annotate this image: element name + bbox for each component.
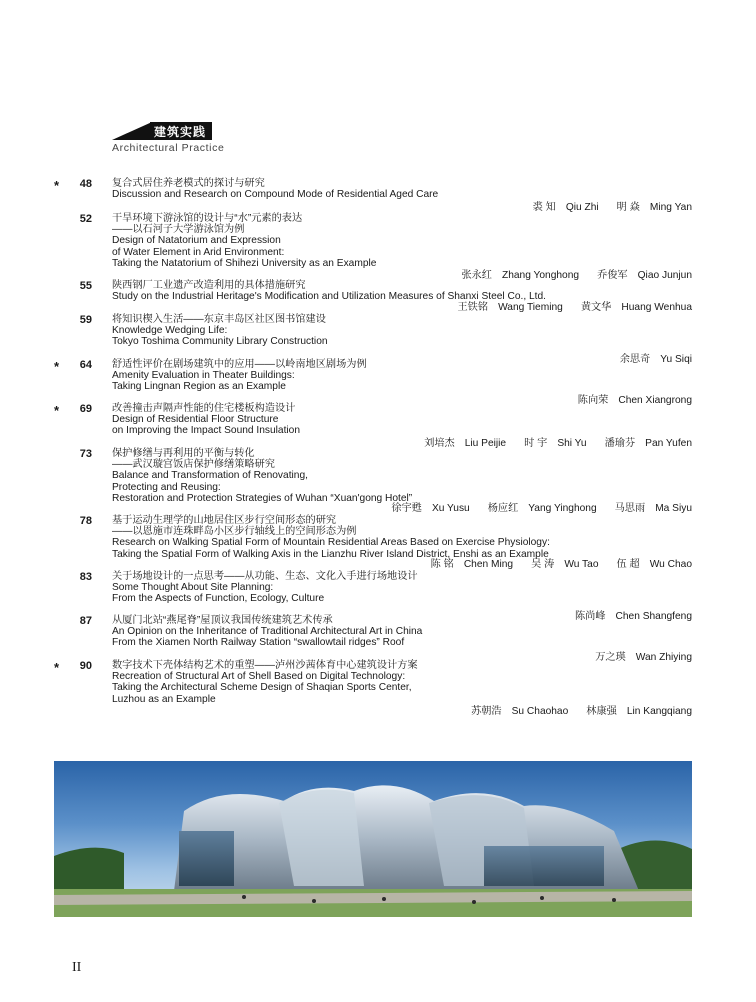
author-name-zh: 明 焱	[616, 201, 640, 213]
title-line: of Water Element in Arid Environment:	[112, 246, 285, 258]
title-line: Tokyo Toshima Community Library Construction	[112, 336, 328, 348]
title-line: Taking the Architectural Scheme Design of Shaqian Sports Center,	[112, 682, 412, 694]
title-line: on Improving the Impact Sound Insulation	[112, 425, 301, 437]
featured-star: *	[54, 359, 60, 374]
author-name-en: Liu Peijie	[464, 437, 507, 449]
author-name-en: Pan Yufen	[645, 437, 692, 449]
article-title	[112, 615, 702, 649]
author-name-zh: 刘培杰	[424, 437, 455, 449]
author-name-en: Shi Yu	[557, 437, 587, 449]
page-ref: 48	[79, 178, 92, 190]
title-line: Design of Residential Floor Structure	[112, 414, 279, 426]
author-name-en: Xu Yusu	[431, 502, 470, 514]
section-title-en: Architectural Practice	[112, 142, 225, 154]
title-line: From the Xiamen North Railway Station “swallowtail ridges” Roof	[112, 637, 405, 649]
title-line: Protecting and Reusing:	[112, 481, 221, 493]
stadium-illustration	[54, 761, 692, 917]
author-name-zh: 张永红	[461, 270, 492, 282]
title-line: Balance and Transformation of Renovating,	[112, 470, 308, 482]
title-line: Study on the Industrial Heritage's Modification and Utilization Measures of Shanxi Steel Co., Ltd.	[112, 291, 547, 303]
author-list	[533, 202, 692, 213]
featured-star: *	[54, 403, 60, 418]
title-line: Amenity Evaluation in Theater Buildings:	[112, 370, 295, 382]
author-name-zh: 陈向荣	[577, 394, 609, 406]
title-line: Research on Walking Spatial Form of Mountain Residential Areas Based on Exercise Physiology:	[112, 537, 550, 549]
title-line: 干旱环境下游泳馆的设计与“水”元素的表达	[112, 213, 303, 224]
title-line: Discussion and Research on Compound Mode of Residential Aged Care	[112, 189, 439, 201]
title-line: Taking the Spatial Form of Walking Axis in the Lianzhu River Island District, Enshi as an Example	[112, 548, 549, 560]
author-name-zh: 陈尚峰	[574, 611, 606, 623]
author-name-zh: 苏朝浩	[471, 705, 502, 717]
author-list	[471, 706, 692, 717]
title-line: 改善撞击声隔声性能的住宅楼板构造设计	[112, 403, 296, 414]
title-line: Taking the Natatorium of Shihezi University as an Example	[112, 257, 377, 269]
author-name-en: Chen Ming	[463, 558, 514, 570]
article-title	[112, 448, 702, 504]
article-title	[112, 280, 702, 302]
page-ref: 52	[79, 213, 92, 225]
author-name-zh: 乔俊军	[597, 270, 628, 282]
title-line: Restoration and Protection Strategies of Wuhan “Xuan'gong Hotel”	[112, 492, 413, 504]
author-name-en: Zhang Yonghong	[502, 270, 580, 282]
author-name-zh: 林康强	[586, 705, 617, 717]
author-name-en: Ma Siyu	[655, 502, 692, 514]
article-title	[112, 213, 702, 269]
author-name-en: Huang Wenhua	[621, 302, 692, 314]
author-name-zh: 伍 超	[616, 558, 640, 570]
title-line: Knowledge Wedging Life:	[112, 325, 228, 337]
title-line: 从厦门北站“燕尾脊”屋顶议我国传统建筑艺术传承	[112, 615, 333, 626]
title-line: Luzhou as an Example	[112, 693, 216, 705]
title-line: 陕西钢厂工业遗产改造利用的具体措施研究	[112, 280, 306, 291]
stadium-photo	[54, 761, 692, 917]
title-line: Some Thought About Site Planning:	[112, 582, 274, 594]
author-name-en: Su Chaohao	[511, 705, 569, 717]
author-name-en: Wu Chao	[649, 558, 692, 570]
header-triangle	[112, 122, 152, 140]
title-line: Taking Lingnan Region as an Example	[112, 381, 286, 393]
section-title-zh: 建筑实践	[154, 125, 207, 139]
author-name-zh: 马思雨	[614, 502, 646, 514]
page-ref: 59	[79, 314, 92, 326]
author-list	[391, 503, 692, 514]
title-line: 保护修缮与再利用的平衡与转化	[112, 448, 255, 459]
title-line: ——武汉璇宫饭店保护修缮策略研究	[112, 459, 275, 471]
author-list	[431, 559, 692, 570]
article-title	[112, 359, 702, 393]
author-name-zh: 万之瑛	[595, 651, 626, 663]
author-name-zh: 潘瑜芬	[604, 437, 636, 449]
author-name-zh: 时 宇	[524, 437, 548, 449]
page-ref: 87	[79, 615, 92, 627]
author-name-en: Chen Shangfeng	[615, 611, 692, 623]
author-name-en: Yu Siqi	[660, 354, 692, 366]
title-line: From the Aspects of Function, Ecology, Culture	[112, 593, 325, 605]
page-ref: 55	[79, 280, 92, 292]
page-ref: 69	[79, 403, 92, 415]
page-ref: 78	[79, 515, 92, 527]
title-line: 基于运动生理学的山地居住区步行空间形态的研究	[112, 515, 337, 526]
title-line: ——以恩施市连珠畔岛小区步行轴线上的空间形态为例	[112, 526, 357, 538]
page-number: II	[72, 960, 82, 975]
page-ref: 90	[79, 660, 92, 672]
article-title	[112, 403, 702, 437]
author-name-zh: 杨应红	[487, 502, 519, 514]
page-ref: 73	[79, 448, 92, 460]
author-name-en: Wu Tao	[564, 558, 599, 570]
title-line: 数字技术下壳体结构艺术的重塑——泸州沙茜体育中心建筑设计方案	[112, 660, 418, 671]
author-name-en: Chen Xiangrong	[618, 394, 692, 406]
author-list	[458, 302, 693, 313]
title-line: An Opinion on the Inheritance of Traditional Architectural Art in China	[112, 626, 423, 638]
featured-star: *	[54, 660, 60, 675]
title-line: Recreation of Structural Art of Shell Based on Digital Technology:	[112, 671, 406, 683]
article-title	[112, 515, 702, 560]
author-name-en: Qiu Zhi	[565, 201, 599, 213]
author-name-en: Wang Tieming	[498, 302, 563, 314]
author-name-zh: 王铁铭	[457, 302, 489, 314]
article-title	[112, 314, 702, 348]
title-line: Design of Natatorium and Expression	[112, 235, 281, 247]
article-title	[112, 571, 702, 605]
author-name-en: Ming Yan	[649, 201, 692, 213]
title-line: 将知识楔入生活——东京丰岛区社区图书馆建设	[112, 314, 326, 325]
article-title	[112, 178, 702, 200]
author-name-en: Qiao Junjun	[637, 270, 692, 282]
page-ref: 83	[79, 571, 92, 583]
author-name-zh: 陈 铭	[430, 558, 454, 570]
title-line: 关于场地设计的一点思考——从功能、生态、文化入手进行场地设计	[112, 571, 418, 582]
author-name-en: Yang Yinghong	[528, 502, 597, 514]
featured-star: *	[54, 178, 60, 193]
author-name-zh: 余思奇	[619, 354, 651, 366]
section-header	[112, 122, 225, 158]
author-name-zh: 黄文华	[580, 302, 612, 314]
author-name-en: Wan Zhiying	[635, 651, 692, 663]
title-line: 舒适性评价在剧场建筑中的应用——以岭南地区剧场为例	[112, 359, 367, 370]
author-name-zh: 徐宇甦	[391, 502, 422, 514]
page-ref: 64	[79, 359, 92, 371]
author-name-zh: 裘 知	[532, 201, 556, 213]
author-name-en: Lin Kangqiang	[626, 705, 692, 717]
title-line: ——以石河子大学游泳馆为例	[112, 224, 245, 236]
article-title	[112, 660, 702, 705]
title-line: 复合式居住养老模式的探讨与研究	[112, 178, 265, 189]
author-name-zh: 吴 涛	[531, 558, 555, 570]
